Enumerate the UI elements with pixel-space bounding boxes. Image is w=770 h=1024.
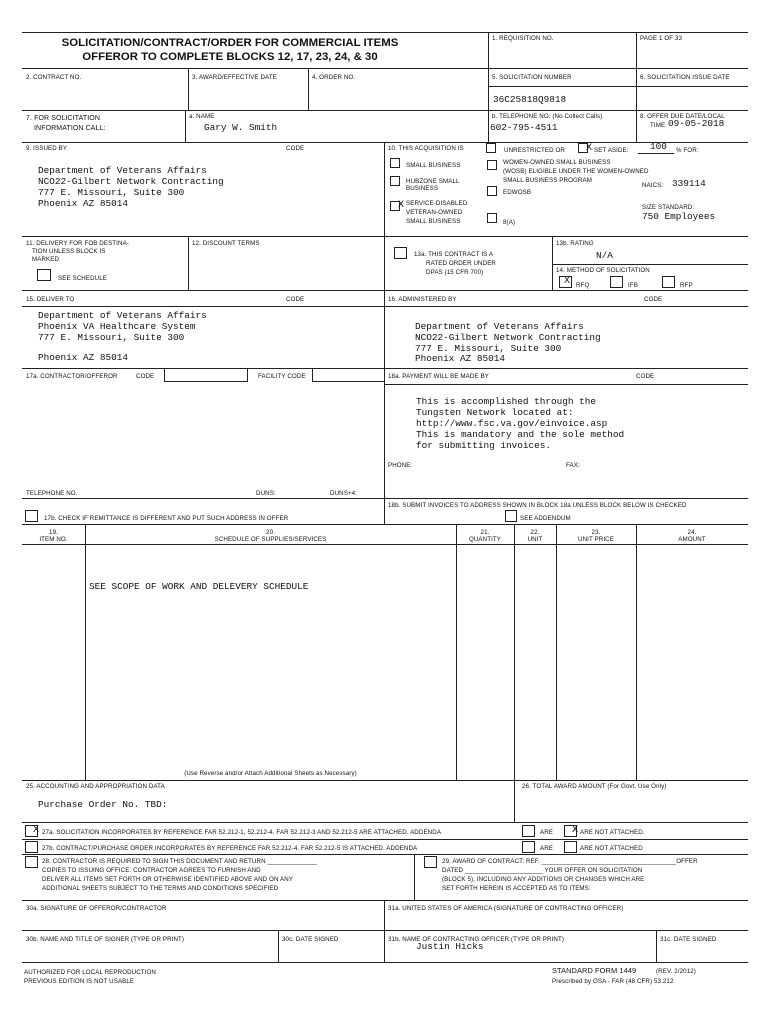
27a-x-mark: X xyxy=(33,825,40,836)
offeror-signature-field[interactable] xyxy=(24,914,380,928)
wosb-checkbox[interactable] xyxy=(487,160,497,170)
contractor-code-label: CODE xyxy=(136,373,155,380)
small-business-label: SMALL BUSINESS xyxy=(406,162,461,169)
requisition-no-label: 1. REQUISITION NO. xyxy=(492,35,554,42)
sdvosb-x-mark: X xyxy=(398,200,405,211)
payment-by-label: 18a. PAYMENT WILL BE MADE BY xyxy=(388,373,489,380)
contract-no-label: 2. CONTRACT NO. xyxy=(26,74,82,81)
offeror-date-label: 30c. DATE SIGNED xyxy=(282,936,339,943)
total-award-label: 26. TOTAL AWARD AMOUNT (For Govt. Use Only) xyxy=(522,783,667,790)
hubzone-checkbox[interactable] xyxy=(390,176,400,186)
facility-code-label: FACILITY CODE xyxy=(258,373,306,380)
27a-label: 27a. SOLICITATION INCORPORATES BY REFERENCE FAR 52.212-1, 52.212-4. FAR 52.212-3 AND 52.212-5 ARE ATTACHED. ADDENDA xyxy=(42,829,442,836)
27a-are-not-x-mark: X xyxy=(572,825,579,836)
small-business-checkbox[interactable] xyxy=(390,158,400,168)
offer-due-value[interactable]: 09-05-2018 xyxy=(668,118,725,129)
percent-for-label: % FOR: xyxy=(676,147,699,154)
form-subtitle: OFFEROR TO COMPLETE BLOCKS 12, 17, 23, 24, & 30 xyxy=(82,51,378,63)
issued-by-label: 9. ISSUED BY xyxy=(26,145,68,152)
naics-value[interactable]: 339114 xyxy=(672,178,706,189)
col-quantity-label: QUANTITY xyxy=(468,536,502,543)
accounting-data-value[interactable]: Purchase Order No. TBD: xyxy=(38,799,168,810)
issued-by-code-label: CODE xyxy=(286,145,305,152)
rated-order-checkbox[interactable] xyxy=(394,247,407,259)
reverse-note: (Use Reverse and/or Attach Additional Sheets as Necessary) xyxy=(184,770,357,777)
27b-are-not-checkbox[interactable] xyxy=(564,841,577,853)
telephone-value[interactable]: 602-795-4511 xyxy=(490,122,558,133)
accounting-data-label: 25. ACCOUNTING AND APPROPRIATION DATA xyxy=(26,783,165,790)
remittance-checkbox[interactable] xyxy=(25,510,38,522)
method-label: 14. METHOD OF SOLICITATION xyxy=(556,267,650,274)
contractor-offeror-label: 17a. CONTRACTOR/OFFEROR xyxy=(26,373,118,380)
deliver-to-label: 15. DELIVER TO xyxy=(26,296,75,303)
wosb-label-3: SMALL BUSINESS PROGRAM xyxy=(503,177,592,184)
col-unit-price-label: UNIT PRICE xyxy=(578,536,614,543)
27b-checkbox[interactable] xyxy=(25,841,38,853)
edwosb-label: EDWOSB xyxy=(503,189,532,196)
rating-value[interactable]: N/A xyxy=(596,250,613,261)
form-title: SOLICITATION/CONTRACT/ORDER FOR COMMERCIAL ITEMS xyxy=(61,37,399,49)
co-name-label: 31b. NAME OF CONTRACTING OFFICER (TYPE OR PRINT) xyxy=(388,936,564,943)
duns4-label: DUNS+4: xyxy=(330,490,358,497)
28-line-3: DELIVER ALL ITEMS SET FORTH OR OTHERWISE IDENTIFIED ABOVE AND ON ANY xyxy=(42,876,294,883)
payment-code-label: CODE xyxy=(636,373,655,380)
co-signature-field[interactable] xyxy=(388,914,744,928)
offer-due-label: 8. OFFER DUE DATE/LOCAL xyxy=(640,113,725,120)
award-date-label: 3. AWARD/EFFECTIVE DATE xyxy=(192,74,277,81)
edwosb-checkbox[interactable] xyxy=(487,186,497,196)
col-unit-num: 22. xyxy=(530,529,540,536)
size-standard-value[interactable]: 750 Employees xyxy=(642,211,716,222)
form-name: STANDARD FORM 1449 xyxy=(552,966,637,975)
information-call-label: INFORMATION CALL: xyxy=(34,125,106,132)
28-line-1: 28. CONTRACTOR IS REQUIRED TO SIGN THIS DOCUMENT AND RETURN ______________ xyxy=(42,858,318,865)
28-line-4: ADDITIONAL SHEETS SUBJECT TO THE TERMS AND CONDITIONS SPECIFIED xyxy=(42,885,279,892)
29-checkbox[interactable] xyxy=(424,856,437,868)
order-no-label: 4. ORDER NO. xyxy=(312,74,356,81)
rfq-x-mark: X xyxy=(564,276,571,287)
set-aside-percent[interactable]: 100 xyxy=(650,141,667,152)
footer-previous-edition: PREVIOUS EDITION IS NOT USABLE xyxy=(24,978,135,985)
wosb-label-1: WOMEN-OWNED SMALL BUSINESS xyxy=(503,159,611,166)
29-line-2: DATED ______________________ YOUR OFFER ON SOLICITATION xyxy=(442,867,643,874)
page-number: PAGE 1 OF 33 xyxy=(640,35,683,42)
unrestricted-label: UNRESTRICTED OR xyxy=(504,147,565,154)
sdvosb-label-1: SERVICE-DISABLED xyxy=(406,200,468,207)
col-amount-label: AMOUNT xyxy=(678,536,706,543)
rfp-label: RFP xyxy=(680,282,693,289)
offeror-signature-label: 30a. SIGNATURE OF OFFEROR/CONTRACTOR xyxy=(26,905,167,912)
issue-date-label: 6. SOLICITATION ISSUE DATE xyxy=(640,74,730,81)
schedule-body-text[interactable]: SEE SCOPE OF WORK AND DELEVERY SCHEDULE xyxy=(89,581,309,592)
naics-label: NAICS: xyxy=(642,182,664,189)
27b-are-label: ARE xyxy=(540,845,554,852)
form-prescribed: Prescribed by GSA - FAR (48 CFR) 53.212 xyxy=(552,978,674,985)
facility-code-field[interactable] xyxy=(312,369,385,382)
29-line-3: (BLOCK 5), INCLUDING ANY ADDITIONS OR CHANGES WHICH ARE xyxy=(442,876,645,883)
hubzone-label-1: HUBZONE SMALL xyxy=(406,178,460,185)
sdvosb-label-2: VETERAN-OWNED xyxy=(406,209,463,216)
29-line-4: SET FORTH HEREIN IS ACCEPTED AS TO ITEMS: xyxy=(442,885,591,892)
28-checkbox[interactable] xyxy=(25,856,38,868)
col-schedule-label: SCHEDULE OF SUPPLIES/SERVICES xyxy=(214,536,327,543)
col-unit-label: UNIT xyxy=(527,536,543,543)
contractor-code-field[interactable] xyxy=(164,369,248,382)
wosb-label-2: (WOSB) ELIGIBLE UNDER THE WOMEN-OWNED xyxy=(503,168,649,175)
signer-name-label: 30b. NAME AND TITLE OF SIGNER (TYPE OR PRINT) xyxy=(26,936,185,943)
co-name-value[interactable]: Justin Hicks xyxy=(416,941,484,952)
rating-label: 13b. RATING xyxy=(556,240,594,247)
solicitation-no-label: 5. SOLICITATION NUMBER xyxy=(492,74,572,81)
deliver-to-code-label: CODE xyxy=(286,296,305,303)
col-schedule-num: 20. xyxy=(266,529,275,536)
27b-label: 27b. CONTRACT/PURCHASE ORDER INCORPORATES BY REFERENCE FAR 52.212-4. FAR 52.212-5 IS ATTACHED. ADDENDA xyxy=(42,845,418,852)
duns-label: DUNS: xyxy=(256,490,276,497)
form-revision: (REV. 2/2012) xyxy=(656,968,696,975)
col-quantity-num: 21. xyxy=(480,529,490,536)
telephone-no-label: TELEPHONE NO. xyxy=(26,490,78,497)
unrestricted-checkbox[interactable] xyxy=(486,143,496,153)
27a-are-not-label: ARE NOT ATTACHED. xyxy=(580,829,645,836)
for-solicitation-label: 7. FOR SOLICITATION xyxy=(26,115,100,122)
28-line-2: COPIES TO ISSUING OFFICE. CONTRACTOR AGREES TO FURNISH AND xyxy=(42,867,261,874)
8a-checkbox[interactable] xyxy=(487,213,497,223)
administered-by-code-label: CODE xyxy=(644,296,663,303)
offer-due-time-label: TIME xyxy=(650,122,666,129)
29-line-1: 29. AWARD OF CONTRACT: REF. ______________________________________OFFER xyxy=(442,858,698,865)
solicitation-no-value[interactable]: 36C25818Q9818 xyxy=(493,94,567,105)
telephone-label: b. TELEPHONE NO. (No Collect Calls) xyxy=(492,113,603,120)
fob-destination-label-1: 11. DELIVERY FOR FOB DESTINA- xyxy=(26,240,129,247)
see-schedule-label: SEE SCHEDULE xyxy=(58,275,107,282)
submit-invoices-label: 18b. SUBMIT INVOICES TO ADDRESS SHOWN IN BLOCK 18a UNLESS BLOCK BELOW IS CHECKED xyxy=(388,502,687,509)
rated-order-label-3: DPAS (15 CFR 700) xyxy=(426,269,484,276)
ifb-checkbox[interactable] xyxy=(610,276,623,288)
set-aside-label: SET ASIDE: xyxy=(594,147,629,154)
payment-fax-label: FAX: xyxy=(566,462,580,469)
sdvosb-label-3: SMALL BUSINESS xyxy=(406,218,461,225)
27a-are-label: ARE xyxy=(540,829,554,836)
see-addendum-checkbox[interactable] xyxy=(505,510,517,522)
col-unit-price-num: 23. xyxy=(591,529,601,536)
rated-order-label-1: 13a. THIS CONTRACT IS A xyxy=(414,251,494,258)
col-item-no-label: ITEM NO. xyxy=(39,536,68,543)
discount-terms-label: 12. DISCOUNT TERMS xyxy=(192,240,260,247)
col-item-no-num: 19. xyxy=(49,529,58,536)
col-amount-num: 24. xyxy=(687,529,697,536)
remittance-label: 17b. CHECK IF REMITTANCE IS DIFFERENT AND PUT SUCH ADDRESS IN OFFER xyxy=(44,515,289,522)
8a-label: 8(A) xyxy=(503,219,516,226)
fob-destination-label-2: TION UNLESS BLOCK IS xyxy=(32,248,106,255)
hubzone-label-2: BUSINESS xyxy=(406,185,439,192)
27a-are-checkbox[interactable] xyxy=(522,825,535,837)
set-aside-x-mark: X xyxy=(586,143,593,154)
co-signature-label: 31a. UNITED STATES OF AMERICA (SIGNATURE OF CONTRACTING OFFICER) xyxy=(388,905,624,912)
rated-order-label-2: RATED ORDER UNDER xyxy=(426,260,496,267)
27b-are-checkbox[interactable] xyxy=(522,841,535,853)
see-schedule-checkbox[interactable] xyxy=(37,269,51,281)
fob-destination-label-3: MARKED xyxy=(32,256,60,263)
see-addendum-label: SEE ADDENDUM xyxy=(520,515,571,522)
payment-phone-label: PHONE: xyxy=(388,462,413,469)
name-label: a. NAME xyxy=(189,113,215,120)
rfq-label: RFQ xyxy=(576,282,590,289)
administered-by-label: 16. ADMINISTERED BY xyxy=(388,296,457,303)
contact-name-value[interactable]: Gary W. Smith xyxy=(204,122,278,133)
rfp-checkbox[interactable] xyxy=(662,276,675,288)
footer-reproduction: AUTHORIZED FOR LOCAL REPRODUCTION xyxy=(24,969,156,976)
size-standard-label: SIZE STANDARD: xyxy=(642,204,695,211)
ifb-label: IFB xyxy=(628,282,638,289)
27b-are-not-label: ARE NOT ATTACHED xyxy=(580,845,643,852)
co-date-label: 31c. DATE SIGNED xyxy=(660,936,717,943)
acquisition-label: 10. THIS ACQUISITION IS xyxy=(388,145,464,152)
